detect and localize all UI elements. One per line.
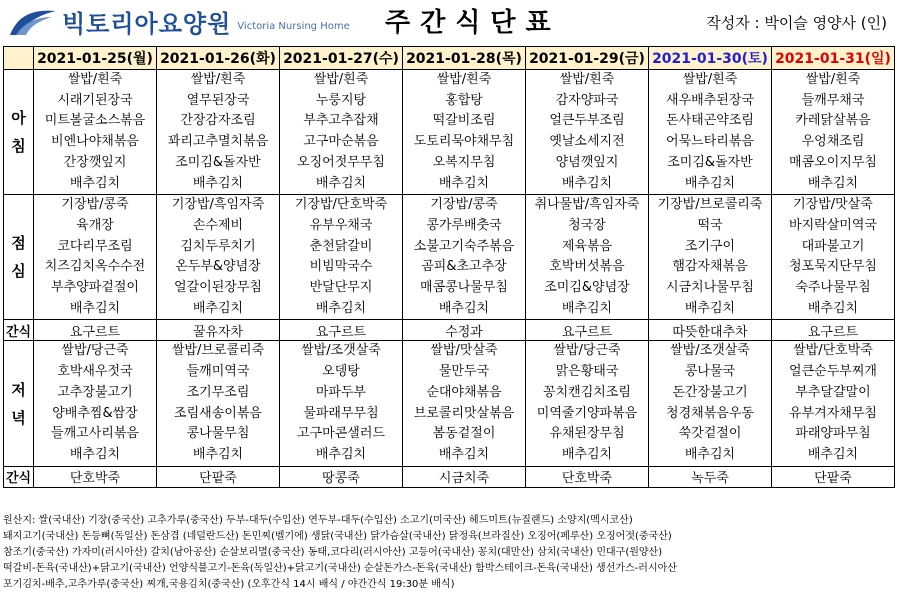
date-header: 2021-01-25(월) xyxy=(34,47,157,70)
menu-cell xyxy=(772,195,895,320)
menu-cell xyxy=(772,341,895,466)
menu-item: 김치두루치기 xyxy=(180,238,256,254)
menu-item: 순대야채볶음 xyxy=(426,384,502,400)
snack-cell: 녹두죽 xyxy=(649,466,772,487)
menu-item: 고구마순볶음 xyxy=(303,134,379,150)
date-header: 2021-01-29(금) xyxy=(526,47,649,70)
menu-item: 손수제비 xyxy=(192,217,244,233)
menu-item: 양배추찜&쌈장 xyxy=(52,405,138,421)
menu-item: 파래양파무침 xyxy=(795,426,871,442)
page-title: 주간식단표 xyxy=(385,8,561,38)
menu-item: 미트볼굴소스볶음 xyxy=(44,113,146,129)
menu-item: 쌀밥/조갯살죽 xyxy=(301,343,381,359)
menu-item: 쌀밥/흰죽 xyxy=(436,72,492,87)
menu-item: 배추김치 xyxy=(561,175,613,191)
menu-item: 시금치나물무침 xyxy=(666,280,754,296)
menu-cell xyxy=(280,195,403,320)
date-header: 2021-01-28(목) xyxy=(403,47,526,70)
menu-item: 대파불고기 xyxy=(801,238,865,254)
menu-item: 호박버섯볶음 xyxy=(549,259,625,275)
menu-item: 콩가루배춧국 xyxy=(426,217,502,233)
date-header-row xyxy=(4,47,895,70)
menu-item: 떡국 xyxy=(697,217,723,233)
menu-item: 양념깻잎지 xyxy=(555,154,619,170)
menu-item: 배추김치 xyxy=(315,446,367,462)
menu-cell xyxy=(403,341,526,466)
menu-item: 춘천닭갈비 xyxy=(309,238,373,254)
meal-label-char: 심 xyxy=(11,262,26,281)
menu-item: 물만두국 xyxy=(438,364,490,380)
menu-item: 고추장불고기 xyxy=(57,384,133,400)
menu-item: 간장깻잎지 xyxy=(63,154,127,170)
menu-item: 부추양파겉절이 xyxy=(51,280,139,296)
menu-item: 쑥갓겉절이 xyxy=(678,426,742,442)
menu-item: 마파두부 xyxy=(315,384,367,400)
menu-item: 육개장 xyxy=(76,217,114,233)
menu-item: 비엔나야채볶음 xyxy=(51,134,139,150)
menu-item: 배추김치 xyxy=(315,175,367,191)
menu-item: 배추김치 xyxy=(684,175,736,191)
menu-item: 청포묵지단무침 xyxy=(789,259,877,275)
menu-item: 조미김&돌자반 xyxy=(667,154,753,170)
menu-item: 부추달걀말이 xyxy=(795,384,871,400)
lunch-row xyxy=(4,195,895,320)
menu-item: 매콤콩나물무침 xyxy=(420,280,508,296)
menu-item: 오징어젓무무침 xyxy=(297,154,385,170)
menu-cell xyxy=(403,70,526,195)
menu-item: 쌀밥/조갯살죽 xyxy=(670,343,750,359)
afternoon-snack-row xyxy=(4,320,895,341)
menu-item: 기장밥/맛살죽 xyxy=(793,197,873,213)
menu-item: 유부우채국 xyxy=(309,217,373,233)
menu-item: 기장밥/흑임자죽 xyxy=(171,197,265,213)
table-corner xyxy=(4,47,34,70)
menu-item: 매콤오이지무침 xyxy=(789,154,877,170)
menu-item: 어묵느타리볶음 xyxy=(666,134,754,150)
menu-cell xyxy=(526,341,649,466)
menu-item: 쌀밥/당근죽 xyxy=(61,343,129,359)
menu-item: 꽈리고추멸치볶음 xyxy=(167,134,269,150)
origin-note-line: 원산지: 쌀(국내산) 기장(중국산) 고추가루(중국산) 두부-대두(수입산) 연두부-대두(수입산) 소고기(미국산) 헤드미트(뉴질랜드) 소양지(멕시코산) xyxy=(3,515,633,526)
menu-item: 조림새송이볶음 xyxy=(174,405,262,421)
menu-item: 콩나물무침 xyxy=(186,426,250,442)
menu-item: 들깨무채국 xyxy=(801,92,865,108)
logo-name: 빅토리아요양원 xyxy=(62,10,232,38)
menu-cell xyxy=(649,70,772,195)
menu-item: 제육볶음 xyxy=(561,238,613,254)
menu-item: 기장밥/콩죽 xyxy=(61,197,129,213)
evening-snack-row xyxy=(4,466,895,487)
origin-note-line: 참조기(중국산) 가자미(러시아산) 갈치(남아공산) 순살보리멸(중국산) 동태,코다리(러시아산) 고등어(국내산) 꽁치(대만산) 삼치(국내산) 민대구(원양산) xyxy=(3,547,663,558)
menu-item: 배추김치 xyxy=(192,300,244,316)
menu-item: 코다리무조림 xyxy=(57,238,133,254)
menu-item: 얼큰순두부찌개 xyxy=(789,364,877,380)
menu-item: 조미김&돌자반 xyxy=(175,154,261,170)
menu-item: 유부겨자채무침 xyxy=(789,405,877,421)
menu-cell xyxy=(157,70,280,195)
menu-item: 옛날소세지전 xyxy=(549,134,625,150)
snack-cell: 요구르트 xyxy=(34,320,157,341)
snack-label: 간식 xyxy=(4,466,34,487)
menu-item: 청경채볶음우동 xyxy=(666,405,754,421)
meal-label-char: 침 xyxy=(11,137,26,156)
menu-item: 얼큰두부조림 xyxy=(549,113,625,129)
menu-item: 들깨미역국 xyxy=(186,364,250,380)
menu-cell xyxy=(34,341,157,466)
menu-item: 비빔막국수 xyxy=(309,259,373,275)
menu-item: 배추김치 xyxy=(315,300,367,316)
menu-item: 봄동겉절이 xyxy=(432,426,496,442)
menu-item: 배추김치 xyxy=(438,175,490,191)
menu-item: 소불고기숙주볶음 xyxy=(413,238,515,254)
meal-label-char: 저 xyxy=(11,380,26,399)
logo xyxy=(8,4,350,39)
menu-item: 배추김치 xyxy=(69,175,121,191)
dinner-row xyxy=(4,341,895,466)
menu-item: 오뎅탕 xyxy=(322,364,360,380)
date-header: 2021-01-27(수) xyxy=(280,47,403,70)
menu-item: 돈간장불고기 xyxy=(672,384,748,400)
menu-item: 열무된장국 xyxy=(186,92,250,108)
origin-note-line: 떡갈비-돈육(국내산)+닭고기(국내산) 언양식불고기-돈육(독일산)+닭고기(국내산) 순살돈가스-돈육(국내산) 함박스테이크-돈육(국내산) 생선가스-러시아산 xyxy=(3,563,677,574)
menu-item: 홍합탕 xyxy=(445,92,483,108)
menu-item: 떡갈비조림 xyxy=(432,113,496,129)
menu-cell xyxy=(526,195,649,320)
snack-cell: 요구르트 xyxy=(526,320,649,341)
menu-item: 기장밥/콩죽 xyxy=(430,197,498,213)
menu-item: 미역줄기양파볶음 xyxy=(536,405,638,421)
meal-label-char: 아 xyxy=(11,109,26,128)
snack-label: 간식 xyxy=(4,320,34,341)
dinner-label xyxy=(4,341,34,466)
menu-item: 카레닭살볶음 xyxy=(795,113,871,129)
menu-cell xyxy=(526,70,649,195)
menu-item: 콩나물국 xyxy=(684,364,736,380)
menu-item: 오복지무침 xyxy=(432,154,496,170)
menu-item: 쌀밥/브로콜리죽 xyxy=(171,343,265,359)
menu-item: 배추김치 xyxy=(807,175,859,191)
menu-item: 들깨고사리볶음 xyxy=(51,426,139,442)
snack-cell: 시금치죽 xyxy=(403,466,526,487)
weekly-menu-table xyxy=(3,46,895,488)
menu-item: 쌀밥/흰죽 xyxy=(805,72,861,87)
origin-note-line: 돼지고기(국내산) 돈등뼈(독일산) 돈삼겹 (네덜란드산) 돈민찌(벨기에) 생닭(국내산) 닭가슴살(국내산) 닭정육(브라질산) 오징어(페루산) 오징어젓(중국산) xyxy=(3,531,672,542)
menu-item: 배추김치 xyxy=(807,300,859,316)
menu-item: 기장밥/단호박죽 xyxy=(294,197,388,213)
date-header: 2021-01-30(토) xyxy=(649,47,772,70)
snack-cell: 단호박죽 xyxy=(34,466,157,487)
date-header: 2021-01-31(일) xyxy=(772,47,895,70)
menu-item: 쌀밥/당근죽 xyxy=(553,343,621,359)
snack-cell: 단팥죽 xyxy=(157,466,280,487)
origin-note-line: 포기김치-배추,고추가루(중국산) 찌개,국용김치(중국산) (오후간식 14시 배식 / 야간간식 19:30분 배식) xyxy=(3,579,455,590)
menu-item: 배추김치 xyxy=(684,300,736,316)
menu-cell xyxy=(157,341,280,466)
menu-item: 얼갈이된장무침 xyxy=(174,280,262,296)
menu-item: 쌀밥/흰죽 xyxy=(190,72,246,87)
menu-item: 쌀밥/흰죽 xyxy=(313,72,369,87)
menu-item: 취나물밥/흑임자죽 xyxy=(534,197,640,213)
menu-item: 누룽지탕 xyxy=(315,92,367,108)
menu-cell xyxy=(34,70,157,195)
menu-item: 쌀밥/맛살죽 xyxy=(430,343,498,359)
meal-label-char: 녁 xyxy=(11,408,26,427)
menu-cell xyxy=(403,195,526,320)
menu-item: 배추김치 xyxy=(684,446,736,462)
snack-cell: 따뜻한대추차 xyxy=(649,320,772,341)
date-header: 2021-01-26(화) xyxy=(157,47,280,70)
menu-item: 조기구이 xyxy=(684,238,736,254)
menu-item: 청국장 xyxy=(568,217,606,233)
page-header xyxy=(0,0,897,44)
snack-cell: 수정과 xyxy=(403,320,526,341)
menu-cell xyxy=(280,70,403,195)
snack-cell: 땅콩죽 xyxy=(280,466,403,487)
breakfast-row xyxy=(4,70,895,195)
origin-notes xyxy=(3,513,894,593)
menu-item: 배추김치 xyxy=(807,446,859,462)
menu-item: 유채된장무침 xyxy=(549,426,625,442)
menu-item: 배추김치 xyxy=(561,300,613,316)
menu-item: 시래기된장국 xyxy=(57,92,133,108)
menu-item: 고구마콘샐러드 xyxy=(297,426,385,442)
menu-item: 배추김치 xyxy=(192,175,244,191)
menu-item: 새우배추된장국 xyxy=(666,92,754,108)
menu-item: 기장밥/브로콜리죽 xyxy=(657,197,763,213)
snack-cell: 단팥죽 xyxy=(772,466,895,487)
menu-item: 치즈김치옥수수전 xyxy=(44,259,146,275)
menu-item: 쌀밥/흰죽 xyxy=(559,72,615,87)
menu-item: 바지락살미역국 xyxy=(789,217,877,233)
menu-item: 배추김치 xyxy=(69,300,121,316)
menu-item: 꽁치캔김치조림 xyxy=(543,384,631,400)
menu-item: 배추김치 xyxy=(438,300,490,316)
menu-item: 반달단무지 xyxy=(309,280,373,296)
menu-item: 숙주나물무침 xyxy=(795,280,871,296)
menu-cell xyxy=(280,341,403,466)
menu-item: 배추김치 xyxy=(69,446,121,462)
menu-item: 조미김&양념장 xyxy=(544,280,630,296)
menu-item: 물파래무무침 xyxy=(303,405,379,421)
menu-item: 감자양파국 xyxy=(555,92,619,108)
breakfast-label xyxy=(4,70,34,195)
menu-item: 맑은황태국 xyxy=(555,364,619,380)
menu-item: 온두부&양념장 xyxy=(175,259,261,275)
menu-item: 배추김치 xyxy=(561,446,613,462)
menu-item: 쌀밥/흰죽 xyxy=(682,72,738,87)
menu-item: 돈사태곤약조림 xyxy=(666,113,754,129)
menu-item: 부추고추잡채 xyxy=(303,113,379,129)
menu-item: 쌀밥/단호박죽 xyxy=(793,343,873,359)
menu-item: 배추김치 xyxy=(192,446,244,462)
menu-item: 간장감자조림 xyxy=(180,113,256,129)
lunch-label xyxy=(4,195,34,320)
menu-cell xyxy=(649,341,772,466)
menu-item: 브로콜리맛살볶음 xyxy=(413,405,515,421)
menu-cell xyxy=(649,195,772,320)
menu-cell xyxy=(34,195,157,320)
menu-item: 호박새우젓국 xyxy=(57,364,133,380)
menu-item: 도토리묵야채무침 xyxy=(413,134,515,150)
meal-label-char: 점 xyxy=(11,234,26,253)
snack-cell: 요구르트 xyxy=(772,320,895,341)
logo-english-name: Victoria Nursing Home xyxy=(237,21,350,32)
menu-item: 우엉채조림 xyxy=(801,134,865,150)
menu-item: 곰피&초고추장 xyxy=(421,259,507,275)
snack-cell: 꿀유자차 xyxy=(157,320,280,341)
menu-item: 햄감자채볶음 xyxy=(672,259,748,275)
logo-mark-icon xyxy=(8,5,58,39)
menu-item: 조기무조림 xyxy=(186,384,250,400)
snack-cell: 단호박죽 xyxy=(526,466,649,487)
author-line: 작성자 : 박이슬 영양사 (인) xyxy=(706,14,887,32)
menu-cell xyxy=(772,70,895,195)
menu-item: 쌀밥/흰죽 xyxy=(67,72,123,87)
menu-cell xyxy=(157,195,280,320)
snack-cell: 요구르트 xyxy=(280,320,403,341)
menu-item: 배추김치 xyxy=(438,446,490,462)
